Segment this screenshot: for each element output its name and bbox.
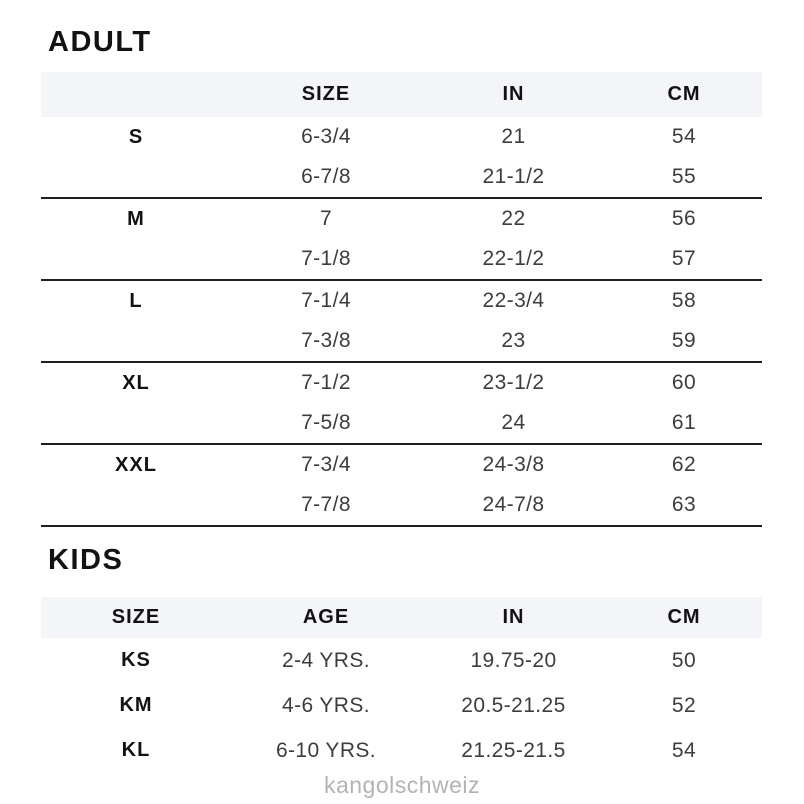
size-value-cell: 7-1/4 bbox=[301, 289, 351, 312]
size-value-cell: 7-7/8 bbox=[301, 493, 351, 516]
cm-value-cell: 61 bbox=[671, 411, 697, 434]
table-row bbox=[41, 239, 762, 279]
table-row bbox=[41, 117, 762, 157]
table-row bbox=[41, 403, 762, 443]
size-label-cell: S bbox=[128, 125, 144, 148]
cm-value-cell: 60 bbox=[671, 371, 697, 394]
kids-section-title: KIDS bbox=[48, 544, 124, 576]
adult-section-title: ADULT bbox=[48, 26, 152, 58]
watermark-text: kangolschweiz bbox=[323, 772, 481, 798]
column-header-age: AGE bbox=[302, 606, 350, 628]
cm-value-cell: 56 bbox=[671, 207, 697, 230]
column-header-cm: CM bbox=[667, 83, 701, 105]
inches-value-cell: 22-1/2 bbox=[482, 247, 545, 270]
cm-value-cell: 58 bbox=[671, 289, 697, 312]
inches-value-cell: 21 bbox=[501, 125, 526, 148]
age-value-cell: 6-10 YRS. bbox=[275, 738, 377, 762]
table-row bbox=[41, 199, 762, 239]
table-row bbox=[41, 683, 762, 728]
column-header-in: IN bbox=[502, 83, 525, 105]
size-label-cell: KL bbox=[121, 739, 151, 761]
size-value-cell: 7-1/2 bbox=[301, 371, 351, 394]
adult-size-group-xl bbox=[41, 363, 762, 445]
inches-value-cell: 20.5-21.25 bbox=[461, 693, 566, 717]
adult-size-group-s bbox=[41, 117, 762, 199]
cm-value-cell: 57 bbox=[671, 247, 697, 270]
table-row bbox=[41, 638, 762, 683]
cm-value-cell: 54 bbox=[671, 738, 697, 762]
adult-size-group-xxl bbox=[41, 445, 762, 527]
size-label-cell: L bbox=[129, 289, 143, 312]
table-row bbox=[41, 157, 762, 197]
adult-size-table bbox=[41, 72, 762, 527]
cm-value-cell: 62 bbox=[671, 453, 697, 476]
cm-value-cell: 55 bbox=[671, 165, 697, 188]
inches-value-cell: 21-1/2 bbox=[482, 165, 545, 188]
size-value-cell: 6-3/4 bbox=[301, 125, 351, 148]
adult-table-header bbox=[41, 72, 762, 117]
adult-size-group-m bbox=[41, 199, 762, 281]
inches-value-cell: 24-3/8 bbox=[482, 453, 545, 476]
column-header-size: SIZE bbox=[111, 606, 161, 628]
column-header-cm: CM bbox=[667, 606, 701, 628]
inches-value-cell: 24-7/8 bbox=[482, 493, 545, 516]
size-value-cell: 7-3/4 bbox=[301, 453, 351, 476]
table-row bbox=[41, 321, 762, 361]
size-value-cell: 6-7/8 bbox=[301, 165, 351, 188]
size-label-cell: KM bbox=[119, 694, 153, 716]
column-header-size: SIZE bbox=[301, 83, 351, 105]
cm-value-cell: 59 bbox=[671, 329, 697, 352]
inches-value-cell: 22-3/4 bbox=[482, 289, 545, 312]
inches-value-cell: 23 bbox=[501, 329, 526, 352]
table-row bbox=[41, 485, 762, 525]
kids-table-header bbox=[41, 597, 762, 638]
column-header-in: IN bbox=[502, 606, 525, 628]
cm-value-cell: 50 bbox=[671, 648, 697, 672]
size-value-cell: 7 bbox=[319, 207, 333, 230]
age-value-cell: 4-6 YRS. bbox=[281, 693, 371, 717]
size-value-cell: 7-1/8 bbox=[301, 247, 351, 270]
kids-size-table bbox=[41, 597, 762, 773]
inches-value-cell: 19.75-20 bbox=[470, 648, 557, 672]
age-value-cell: 2-4 YRS. bbox=[281, 648, 371, 672]
size-value-cell: 7-5/8 bbox=[301, 411, 351, 434]
cm-value-cell: 63 bbox=[671, 493, 697, 516]
table-row bbox=[41, 445, 762, 485]
table-row bbox=[41, 281, 762, 321]
table-row bbox=[41, 728, 762, 773]
adult-size-group-l bbox=[41, 281, 762, 363]
size-label-cell: XL bbox=[122, 371, 150, 394]
inches-value-cell: 22 bbox=[501, 207, 526, 230]
cm-value-cell: 54 bbox=[671, 125, 697, 148]
size-value-cell: 7-3/8 bbox=[301, 329, 351, 352]
size-label-cell: KS bbox=[121, 649, 151, 671]
inches-value-cell: 24 bbox=[501, 411, 526, 434]
inches-value-cell: 23-1/2 bbox=[482, 371, 545, 394]
cm-value-cell: 52 bbox=[671, 693, 697, 717]
table-row bbox=[41, 363, 762, 403]
size-label-cell: M bbox=[127, 207, 145, 230]
size-label-cell: XXL bbox=[115, 453, 157, 476]
inches-value-cell: 21.25-21.5 bbox=[461, 738, 566, 762]
